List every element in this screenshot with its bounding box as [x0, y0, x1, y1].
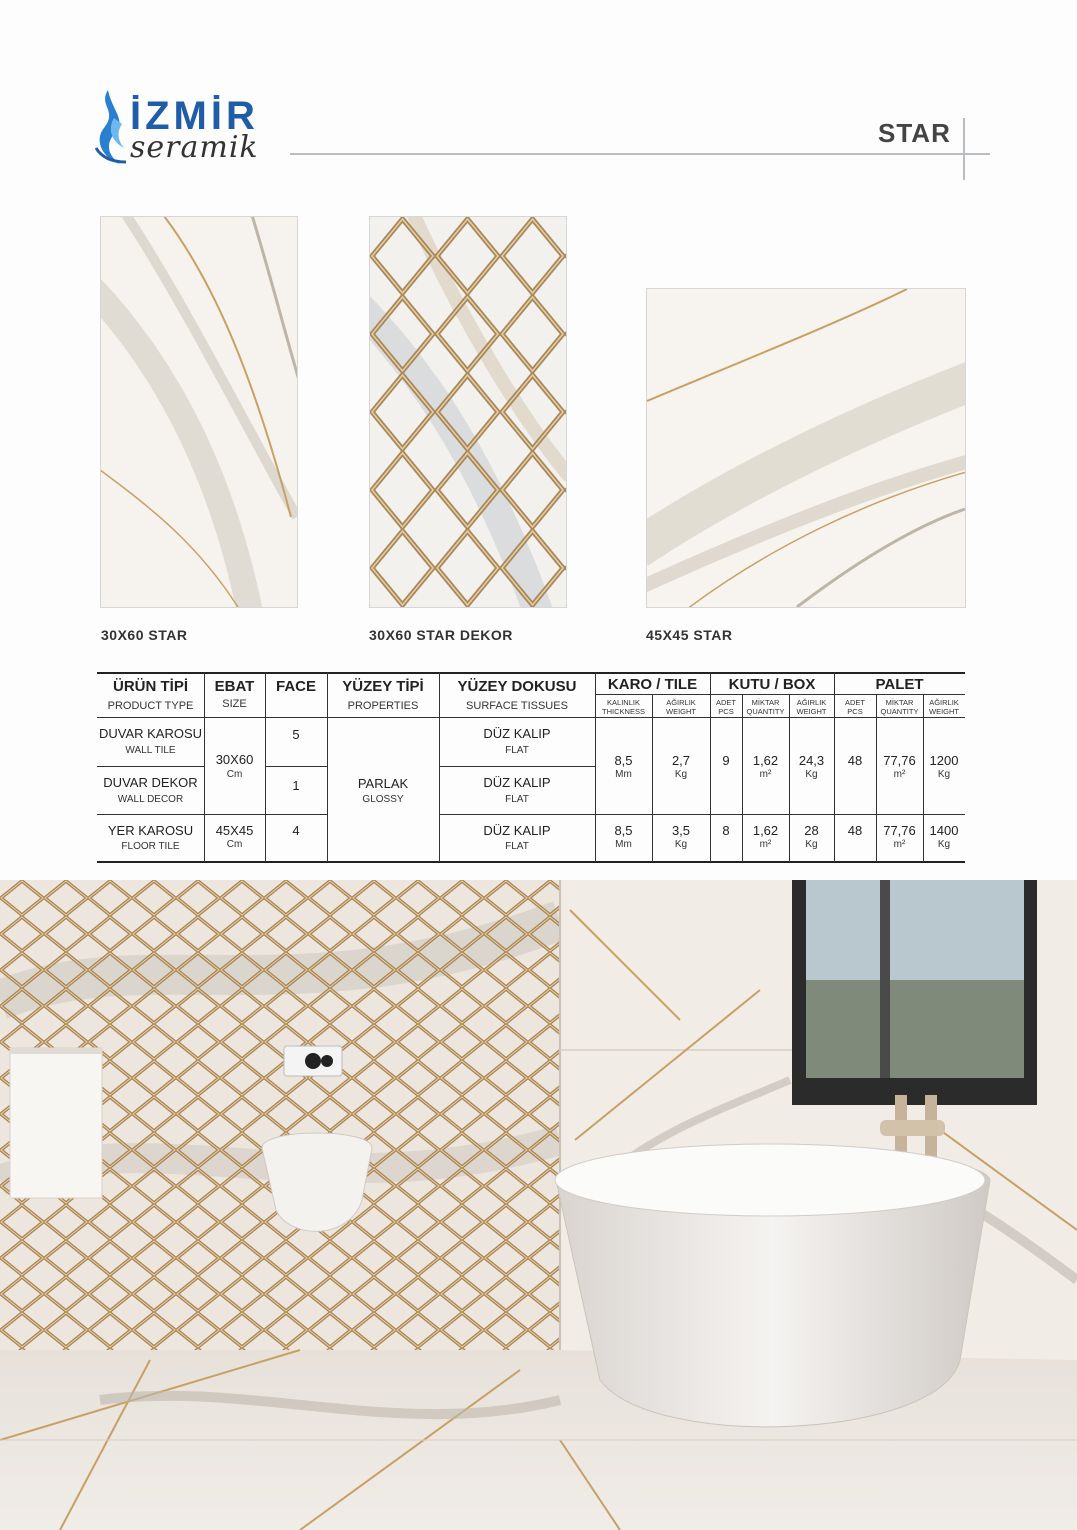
header-box: KUTU / BOX: [728, 676, 816, 693]
floor-pallet-weight: 1400: [929, 823, 959, 838]
floor-pallet-qty: 77,76: [883, 823, 916, 838]
series-title: STAR: [878, 118, 951, 148]
wall-pallet-qty-unit: m²: [893, 769, 906, 780]
header-tile: KARO / TILE: [607, 676, 698, 693]
brand-logo: [88, 88, 318, 173]
floor-box-pcs: 8: [722, 823, 730, 838]
header-box-weight: AĞIRLIK WEIGHT: [796, 698, 827, 716]
row-face: 5: [292, 727, 300, 742]
floor-box-qty-unit: m²: [759, 839, 772, 850]
row-type: DUVAR DEKOR: [103, 775, 198, 790]
row-face: 1: [292, 778, 300, 793]
floor-box-qty: 1,62: [752, 823, 779, 838]
properties-en: GLOSSY: [362, 794, 404, 805]
tile-label: 30X60 STAR: [101, 627, 188, 643]
floor-tile-weight: 3,5: [671, 823, 691, 838]
header-divider: [963, 118, 965, 180]
header-product-type: ÜRÜN TİPİ: [113, 678, 188, 695]
row-surface: DÜZ KALIP: [483, 775, 551, 790]
wall-pallet-qty: 77,76: [883, 753, 916, 768]
brand-name-top: İZMİR: [130, 94, 259, 138]
tile-sample-30x60-star-dekor: [369, 216, 567, 608]
wall-size-unit: Cm: [226, 769, 243, 780]
wall-box-weight-unit: Kg: [805, 769, 818, 780]
wall-pallet-weight-unit: Kg: [937, 769, 951, 780]
header-rule: [290, 153, 990, 155]
header-pallet-pcs: ADET PCS: [844, 698, 865, 716]
floor-thickness: 8,5: [614, 823, 633, 838]
wall-box-qty-unit: m²: [759, 769, 772, 780]
floor-thickness-unit: Mm: [615, 839, 632, 850]
properties: PARLAK: [357, 776, 409, 791]
brand-name-bottom: seramik: [130, 130, 259, 165]
header-face: FACE: [275, 678, 316, 695]
header-box-pcs: ADET PCS: [715, 698, 736, 716]
tile-label: 45X45 STAR: [646, 627, 733, 643]
wall-pallet-weight: 1200: [929, 753, 959, 768]
row-surface-en: FLAT: [505, 745, 529, 756]
wall-tile-weight-unit: Kg: [674, 769, 688, 780]
wall-pallet-pcs: 48: [847, 753, 863, 768]
row-type: DUVAR KAROSU: [98, 726, 203, 741]
row-face: 4: [292, 823, 300, 838]
bathroom-scene-image: [0, 880, 1077, 1530]
row-surface: DÜZ KALIP: [483, 726, 551, 741]
header-surface-en: SURFACE TISSUES: [466, 700, 568, 712]
spec-table: [97, 672, 965, 864]
header-pallet-qty: MİKTAR QUANTITY: [880, 698, 919, 716]
row-type: YER KAROSU: [107, 823, 194, 838]
row-type-en: WALL DECOR: [117, 794, 184, 805]
row-surface-en: FLAT: [505, 841, 529, 852]
wall-box-pcs: 9: [722, 753, 730, 768]
header-box-qty: MİKTAR QUANTITY: [746, 698, 785, 716]
header-surface: YÜZEY DOKUSU: [457, 678, 577, 695]
header-product-type-en: PRODUCT TYPE: [107, 700, 194, 712]
wall-thickness: 8,5: [614, 753, 633, 768]
header-size: EBAT: [214, 678, 255, 695]
header-size-en: SIZE: [222, 698, 247, 710]
floor-box-weight-unit: Kg: [805, 839, 818, 850]
header-tile-weight: AĞIRLIK WEIGHT: [666, 698, 696, 716]
header-tile-thickness: KALINLIK THICKNESS: [602, 698, 645, 716]
wall-box-qty: 1,62: [752, 753, 779, 768]
wall-tile-weight: 2,7: [671, 753, 691, 768]
row-surface: DÜZ KALIP: [483, 823, 551, 838]
header-pallet: PALET: [875, 676, 924, 693]
wall-size: 30X60: [215, 752, 254, 767]
header-properties-en: PROPERTIES: [347, 700, 419, 712]
floor-pallet-qty-unit: m²: [893, 839, 906, 850]
row-type-en: FLOOR TILE: [121, 841, 180, 852]
header-pallet-weight: AĞIRLIK WEIGHT: [929, 698, 959, 716]
floor-size-unit: Cm: [226, 839, 243, 850]
row-surface-en: FLAT: [505, 794, 529, 805]
tile-sample-45x45-star: [646, 288, 966, 608]
tile-sample-30x60-star: [100, 216, 298, 608]
floor-tile-weight-unit: Kg: [674, 839, 688, 850]
floor-size: 45X45: [215, 823, 254, 838]
row-type-en: WALL TILE: [125, 745, 176, 756]
flame-wave-icon: [88, 88, 132, 168]
floor-box-weight: 28: [804, 823, 819, 838]
header-properties: YÜZEY TİPİ: [342, 678, 424, 695]
tile-label: 30X60 STAR DEKOR: [369, 627, 513, 643]
wall-box-weight: 24,3: [798, 753, 825, 768]
floor-pallet-weight-unit: Kg: [937, 839, 951, 850]
floor-pallet-pcs: 48: [847, 823, 863, 838]
wall-thickness-unit: Mm: [615, 769, 632, 780]
